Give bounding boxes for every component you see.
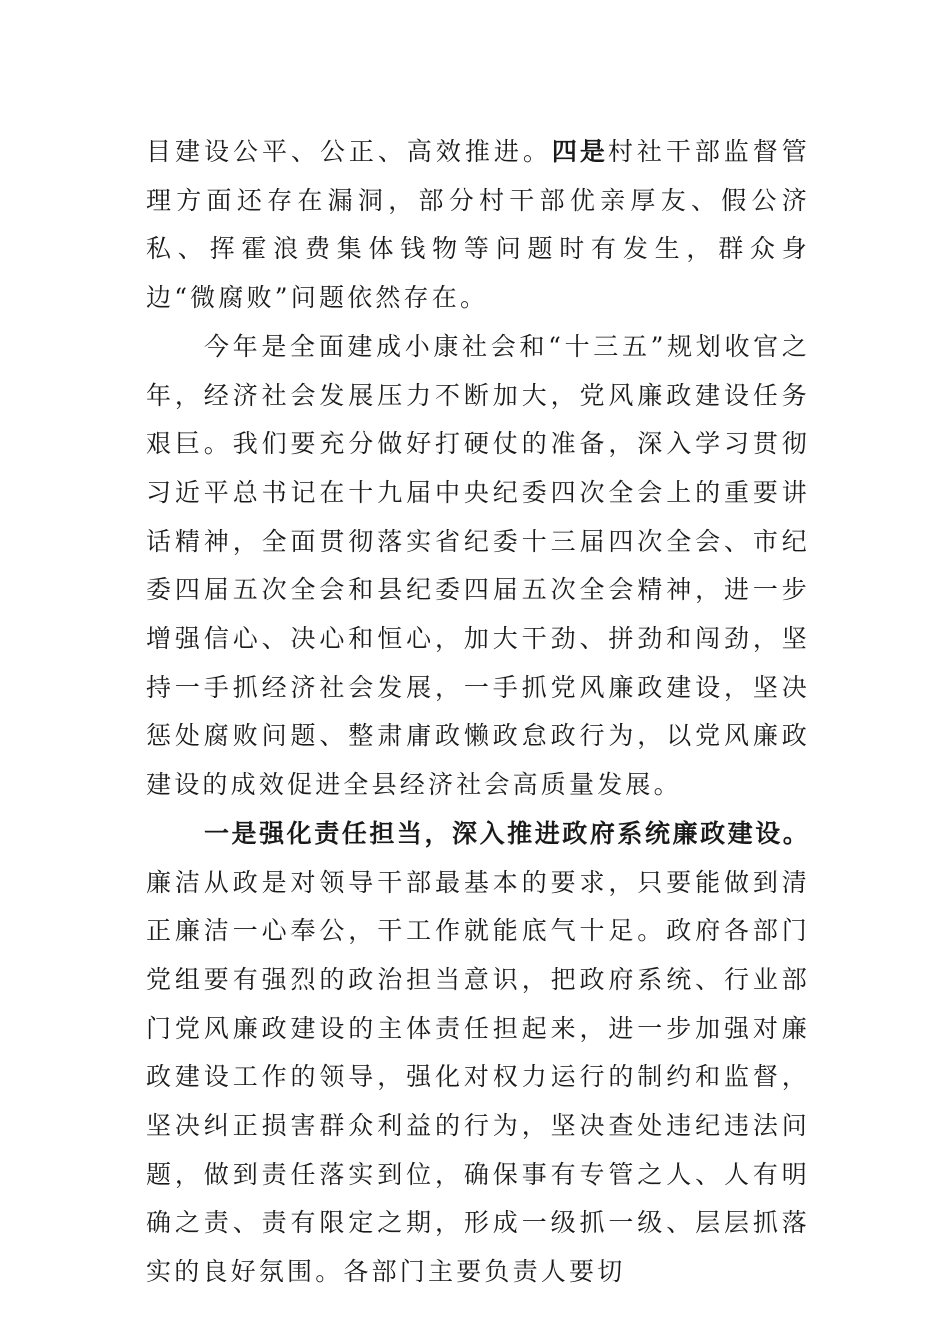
paragraph-responsibility (146, 810, 810, 1297)
paragraph-annual-goal (146, 323, 810, 810)
paragraph-continuation (146, 128, 810, 323)
paragraph-1-bold-label: 四是 (551, 137, 608, 166)
document-body (146, 128, 810, 1297)
paragraph-1-text-after: 村社干部监督管理方面还存在漏洞，部分村干部优亲厚友、假公济私、挥霍浪费集体钱物等问题时有发生，群众身边“微腐败”问题依然存在。 (146, 137, 810, 313)
paragraph-3-text: 廉洁从政是对领导干部最基本的要求，只要能做到清正廉洁一心奉公，干工作就能底气十足。政府各部门党组要有强烈的政治担当意识，把政府系统、行业部门党风廉政建设的主体责任担起来，进一步加强对廉政建设工作的领导，强化对权力运行的制约和监督，坚决纠正损害群众利益的行为，坚决查处违纪违法问题，做到责任落实到位，确保事有专管之人、人有明确之责、责有限定之期，形成一级抓一级、层层抓落实的良好氛围。各部门主要负责人要切 (146, 867, 810, 1287)
paragraph-3-heading: 一是强化责任担当，深入推进政府系统廉政建设。 (204, 818, 810, 848)
paragraph-1-text-before: 目建设公平、公正、高效推进。 (146, 137, 552, 166)
paragraph-2-text: 今年是全面建成小康社会和“十三五”规划收官之年，经济社会发展压力不断加大，党风廉政建设任务艰巨。我们要充分做好打硬仗的准备，深入学习贯彻习近平总书记在十九届中央纪委四次全会上的重要讲话精神，全面贯彻落实省纪委十三届四次全会、市纪委四届五次全会和县纪委四届五次全会精神，进一步增强信心、决心和恒心，加大干劲、拼劲和闯劲，坚持一手抓经济社会发展，一手抓党风廉政建设，坚决惩处腐败问题、整肃庸政懒政怠政行为，以党风廉政建设的成效促进全县经济社会高质量发展。 (146, 331, 810, 800)
